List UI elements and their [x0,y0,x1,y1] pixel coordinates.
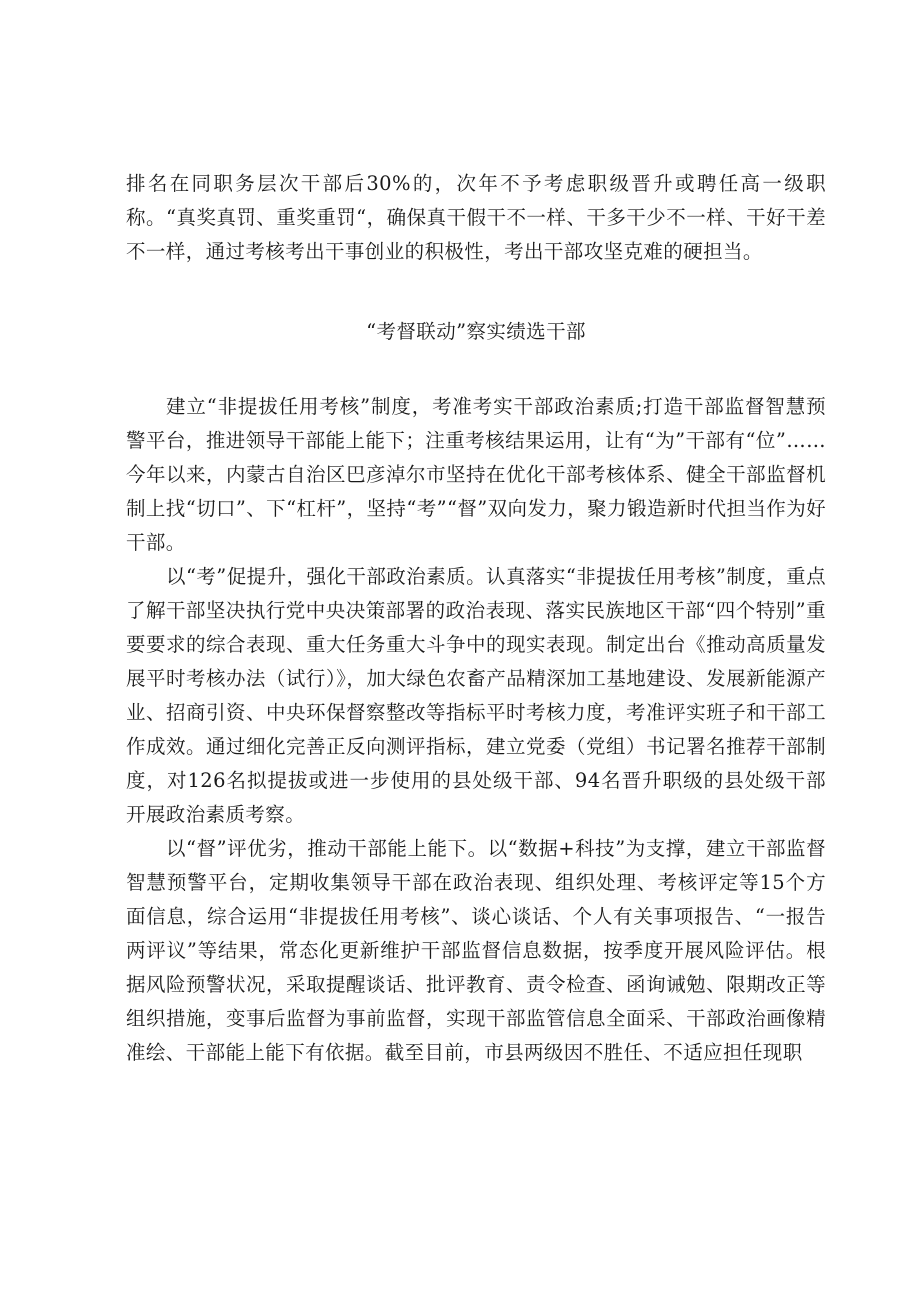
paragraph-du: 以“督”评优劣，推动干部能上能下。以“数据+科技”为支撑，建立干部监督智慧预警平台，定期收集领导干部在政治表现、组织处理、考核评定等15个方面信息，综合运用“非提拔任用考核”、谈心谈话、个人有关事项报告、“一报告两评议”等结果，常态化更新维护干部监督信息数据，按季度开展风险评估。根据风险预警状况，采取提醒谈话、批评教育、责令检查、函询诫勉、限期改正等组织措施，变事后监督为事前监督，实现干部监管信息全面采、干部政治画像精准绘、干部能上能下有依据。截至目前，市县两级因不胜任、不适应担任现职 [126,837,826,1064]
section-title: “考督联动”察实绩选干部 [366,320,586,343]
paragraph-intro: 建立“非提拔任用考核”制度，考准考实干部政治素质;打造干部监督智慧预警平台，推进领导干部能上能下；注重考核结果运用，让有“为”干部有“位”……今年以来，内蒙古自治区巴彦淖尔市坚持在优化干部考核体系、健全干部监督机制上找“切口”、下“杠杆”，坚持“考”“督”双向发力，聚力锻造新时代担当作为好干部。 [126,395,826,554]
carryover-paragraph: 排名在同职务层次干部后30%的，次年不予考虑职级晋升或聘任高一级职称。“真奖真罚、重奖重罚“，确保真干假干不一样、干多干少不一样、干好干差不一样，通过考核考出干事创业的积极性，考出干部攻坚克难的硬担当。 [126,172,826,263]
body-paragraphs [126,390,826,1070]
carryover-paragraph-block [126,167,826,269]
paragraph-kao: 以“考”促提升，强化干部政治素质。认真落实“非提拔任用考核”制度，重点了解干部坚决执行党中央决策部署的政治表现、落实民族地区干部“四个特别”重要要求的综合表现、重大任务重大斗争中的现实表现。制定出台《推动高质量发展平时考核办法（试行）》，加大绿色农畜产品精深加工基地建设、发展新能源产业、招商引资、中央环保督察整改等指标平时考核力度，考准评实班子和干部工作成效。通过细化完善正反向测评指标，建立党委（党组）书记署名推荐干部制度，对126名拟提拔或进一步使用的县处级干部、94名晋升职级的县处级干部开展政治素质考察。 [126,565,826,826]
